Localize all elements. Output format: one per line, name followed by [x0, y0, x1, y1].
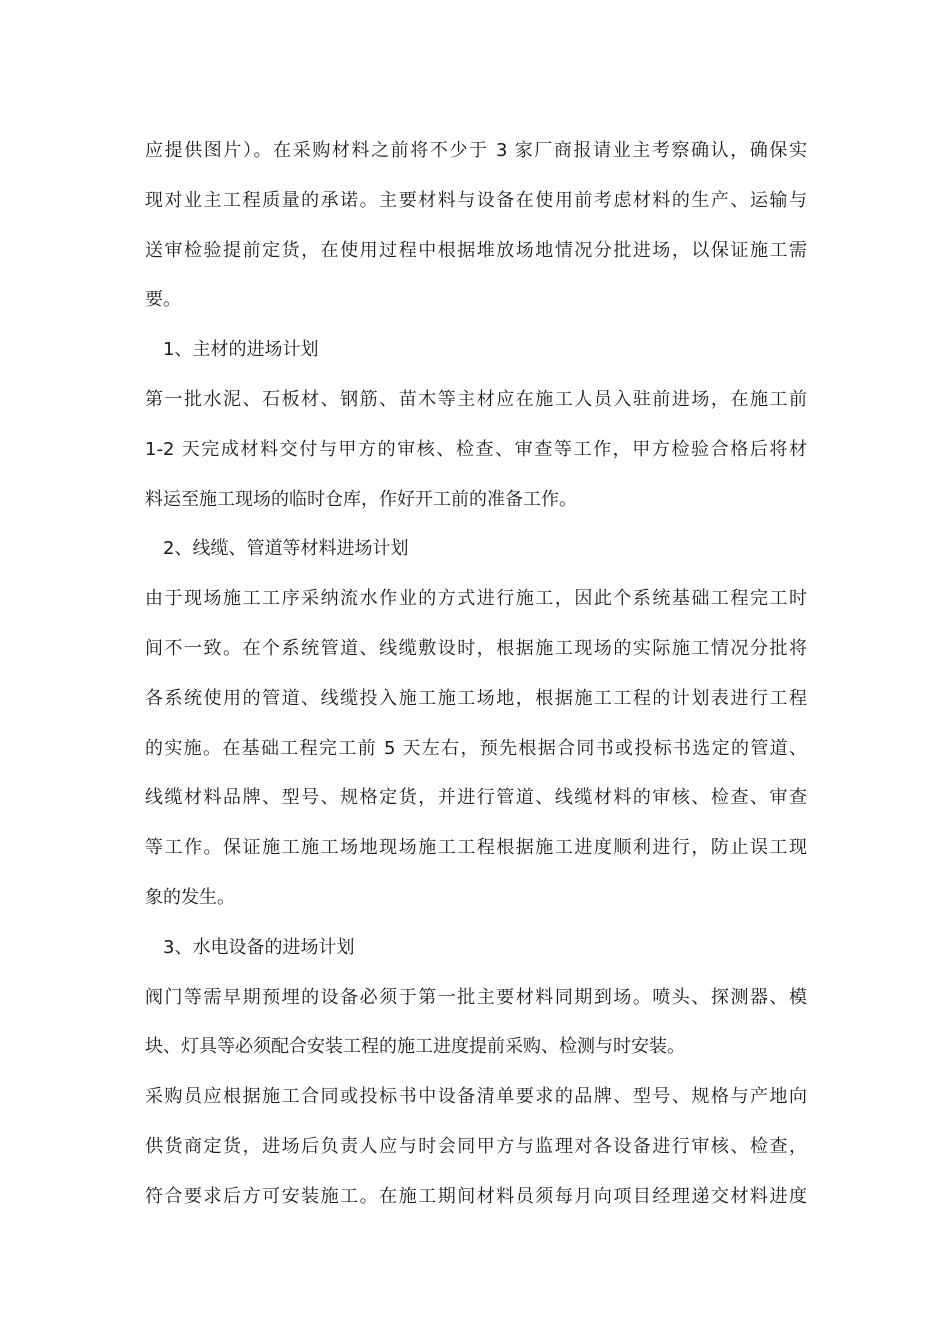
- paragraph-line: 等工作。保证施工施工场地现场施工工程根据施工进度顺利进行，防止误工现: [145, 837, 807, 859]
- paragraph-line: 应提供图片）。在采购材料之前将不少于 3 家厂商报请业主考察确认，确保实: [145, 140, 807, 161]
- paragraph-line: 符合要求后方可安装施工。在施工期间材料员须每月向项目经理递交材料进度: [145, 1185, 807, 1207]
- section-heading-2: 2、线缆、管道等材料进场计划: [163, 538, 409, 560]
- paragraph-line: 要。: [145, 289, 181, 311]
- paragraph-line: 料运至施工现场的临时仓库，作好开工前的准备工作。: [145, 488, 577, 510]
- paragraph-line: 块、灯具等必须配合安装工程的施工进度提前采购、检测与时安装。: [145, 1036, 685, 1058]
- section-heading-1: 1、主材的进场计划: [163, 339, 319, 361]
- document-page: [145, 126, 807, 1222]
- section-heading-3: 3、水电设备的进场计划: [163, 936, 355, 958]
- paragraph-line: 1-2 天完成材料交付与甲方的审核、检查、审查等工作，甲方检验合格后将材: [145, 438, 807, 460]
- paragraph-line: 阀门等需早期预埋的设备必须于第一批主要材料同期到场。喷头、探测器、模: [145, 986, 807, 1008]
- paragraph-line: 供货商定货，进场后负责人应与时会同甲方与监理对各设备进行审核、检查，: [145, 1135, 807, 1157]
- paragraph-line: 象的发生。: [145, 886, 235, 908]
- paragraph-line: 采购员应根据施工合同或投标书中设备清单要求的品牌、型号、规格与产地向: [145, 1086, 807, 1108]
- paragraph-line: 由于现场施工工序采纳流水作业的方式进行施工，因此个系统基础工程完工时: [145, 588, 807, 610]
- paragraph-line: 现对业主工程质量的承诺。主要材料与设备在使用前考虑材料的生产、运输与: [145, 189, 807, 211]
- paragraph-line: 第一批水泥、石板材、钢筋、苗木等主材应在施工人员入驻前进场，在施工前: [145, 388, 807, 410]
- paragraph-line: 送审检验提前定货，在使用过程中根据堆放场地情况分批进场，以保证施工需: [145, 239, 807, 261]
- paragraph-line: 各系统使用的管道、线缆投入施工施工场地，根据施工工程的计划表进行工程: [145, 687, 807, 709]
- paragraph-line: 间不一致。在个系统管道、线缆敷设时，根据施工现场的实际施工情况分批将: [145, 637, 807, 659]
- paragraph-line: 的实施。在基础工程完工前 5 天左右，预先根据合同书或投标书选定的管道、: [145, 737, 807, 759]
- paragraph-line: 线缆材料品牌、型号、规格定货，并进行管道、线缆材料的审核、检查、审查: [145, 787, 807, 809]
